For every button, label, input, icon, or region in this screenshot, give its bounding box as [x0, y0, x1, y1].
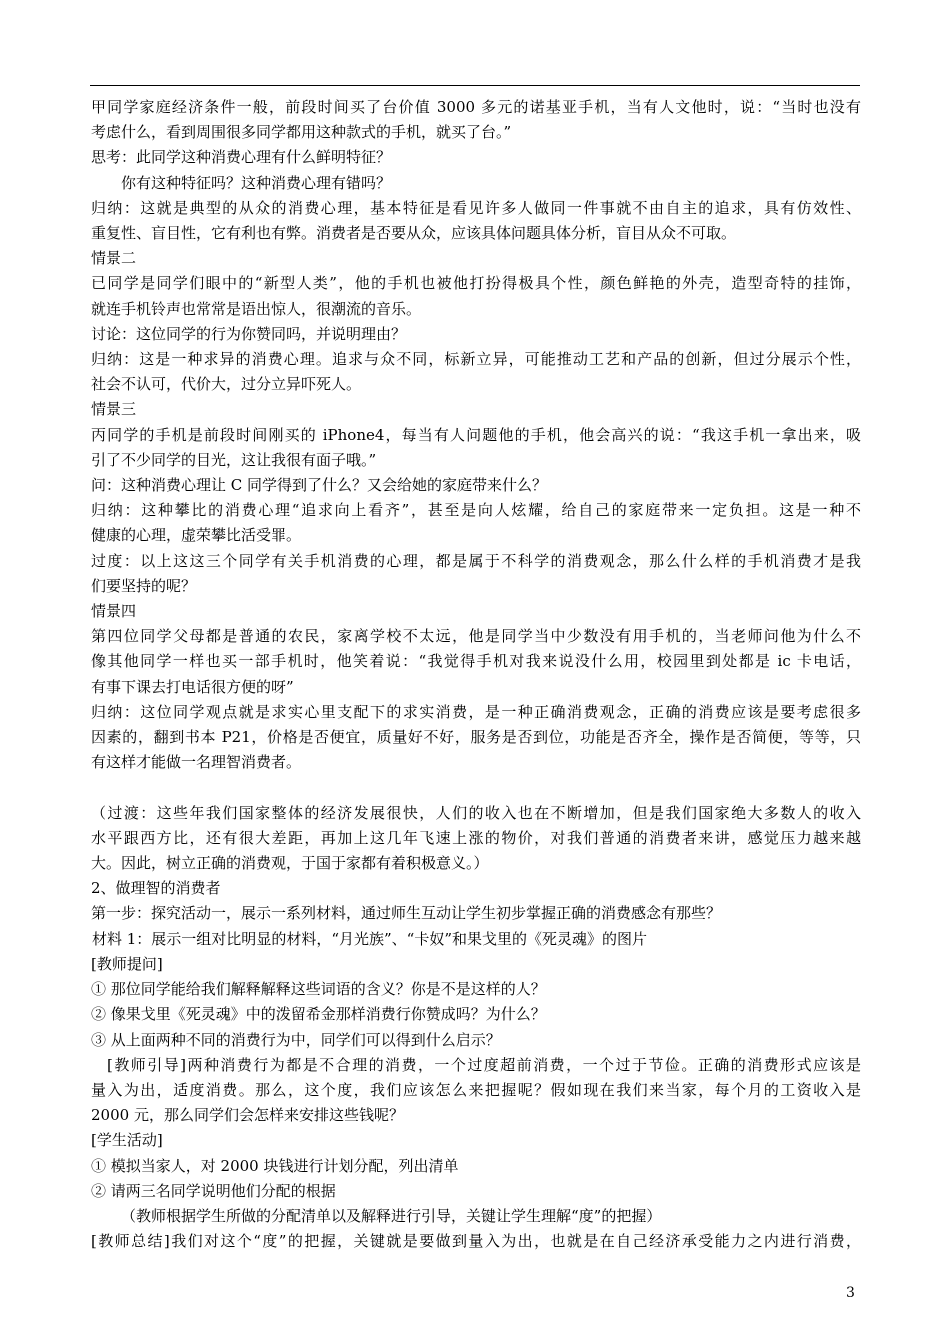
text-line: （教师根据学生所做的分配清单以及解释进行引导，关键让学生理解“度”的把握） [121, 1206, 662, 1225]
text-line: 重复性、盲目性，它有利也有弊。消费者是否要从众，应该具体问题具体分析，盲目从众不可取。 [91, 224, 737, 243]
page-number: 3 [846, 1285, 855, 1301]
text-line: 考虑什么，看到周围很多同学都用这种款式的手机，就买了台。” [91, 123, 512, 142]
text-line: 就连手机铃声也常常是语出惊人，很潮流的音乐。 [91, 299, 422, 318]
text-line: 归纳：这位同学观点就是求实心里支配下的求实消费，是一种正确消费观念，正确的消费应该是要考虑很多 [91, 702, 861, 721]
text-line: 因素的，翻到书本 P21，价格是否便宜，质量好不好，服务是否到位，功能是否齐全，操作是否简便，等等，只 [91, 728, 861, 747]
text-line: （过渡：这些年我们国家整体的经济发展很快，人们的收入也在不断增加，但是我们国家绝大多数人的收入 [91, 803, 861, 822]
text-line: 2、做理智的消费者 [91, 879, 221, 898]
text-line: 丙同学的手机是前段时间刚买的 iPhone4，每当有人问题他的手机，他会高兴的说：“我这手机一拿出来，吸 [91, 425, 861, 444]
text-line: 有事下课去打电话很方便的呀” [91, 677, 294, 696]
text-line: ② 像果戈里《死灵魂》中的泼留希金那样消费行你赞成吗？为什么？ [91, 1005, 546, 1024]
text-line: 社会不认可，代价大，过分立异吓死人。 [91, 375, 362, 394]
text-line [91, 775, 861, 800]
text-line: ① 模拟当家人，对 2000 块钱进行计划分配，列出清单 [91, 1156, 459, 1175]
text-line: 思考：此同学这种消费心理有什么鲜明特征？ [91, 148, 392, 167]
text-line: ① 那位同学能给我们解释解释这些词语的含义？你是不是这样的人？ [91, 980, 546, 999]
text-line: 情景四 [91, 602, 137, 621]
text-line: 引了不少同学的目光，这让我很有面子哦。” [91, 450, 377, 469]
text-line: 归纳：这是一种求异的消费心理。追求与众不同，标新立异，可能推动工艺和产品的创新，但过分展示个性， [91, 350, 861, 369]
text-line: 你有这种特征吗？这种消费心理有错吗？ [121, 173, 392, 192]
header-rule [90, 85, 860, 86]
text-line: 大。因此，树立正确的消费观，于国于家都有着积极意义。） [91, 854, 489, 873]
text-line: 情景三 [91, 400, 137, 419]
text-line: 讨论：这位同学的行为你赞同吗，并说明理由？ [91, 324, 407, 343]
text-line: 有这样才能做一名理智消费者。 [91, 753, 302, 772]
text-line: 已同学是同学们眼中的“新型人类”，他的手机也被他打扮得极具个性，颜色鲜艳的外壳，造型奇特的挂饰， [91, 274, 861, 293]
text-line: 水平跟西方比，还有很大差距，再加上这几年飞速上涨的物价，对我们普通的消费者来讲，感觉压力越来越 [91, 828, 861, 847]
text-line: 情景二 [91, 249, 137, 268]
text-line: 过度：以上这这三个同学有关手机消费的心理，都是属于不科学的消费观念，那么什么样的手机消费才是我 [91, 551, 861, 570]
text-line: 问：这种消费心理让 C 同学得到了什么？又会给她的家庭带来什么？ [91, 476, 548, 495]
text-line: 甲同学家庭经济条件一般，前段时间买了台价值 3000 多元的诺基亚手机，当有人文他时，说：“当时也没有 [91, 98, 861, 116]
text-line: 们要坚持的呢？ [91, 576, 197, 595]
text-line: ② 请两三名同学说明他们分配的根据 [91, 1181, 336, 1200]
text-line: 健康的心理，虚荣攀比活受罪。 [91, 526, 302, 545]
text-line: 第四位同学父母都是普通的农民，家离学校不太远，他是同学当中少数没有用手机的，当老师问他为什么不 [91, 627, 861, 646]
text-line: 材料 1：展示一组对比明显的材料，“月光族”、“卡奴”和果戈里的《死灵魂》的图片 [92, 929, 647, 948]
text-line: 像其他同学一样也买一部手机时，他笑着说：“我觉得手机对我来说没什么用，校园里到处都是 ic 卡电话， [91, 652, 861, 671]
text-line: 量入为出，适度消费。那么，这个度，我们应该怎么来把握呢？假如现在我们来当家，每个月的工资收入是 [91, 1080, 861, 1099]
text-line: [教师总结]我们对这个“度”的把握，关键就是要做到量入为出，也就是在自己经济承受能力之内进行消费， [91, 1232, 861, 1251]
text-line: 2000 元，那么同学们会怎样来安排这些钱呢？ [91, 1106, 404, 1125]
text-line: [教师提问] [91, 954, 163, 973]
text-line: [学生活动] [91, 1131, 163, 1150]
body-text [91, 95, 861, 1254]
text-line: ③ 从上面两种不同的消费行为中，同学们可以得到什么启示？ [91, 1030, 501, 1049]
text-line: [教师引导]两种消费行为都是不合理的消费，一个过度超前消费，一个过于节俭。正确的消费形式应该是 [107, 1055, 861, 1074]
text-line: 归纳：这就是典型的从众的消费心理，基本特征是看见许多人做同一件事就不由自主的追求，具有仿效性、 [91, 198, 861, 217]
text-line: 第一步：探究活动一，展示一系列材料，通过师生互动让学生初步掌握正确的消费感念有那些？ [91, 904, 722, 923]
text-line: 归纳：这种攀比的消费心理“追求向上看齐”，甚至是向人炫耀，给自己的家庭带来一定负担。这是一种不 [91, 501, 861, 520]
